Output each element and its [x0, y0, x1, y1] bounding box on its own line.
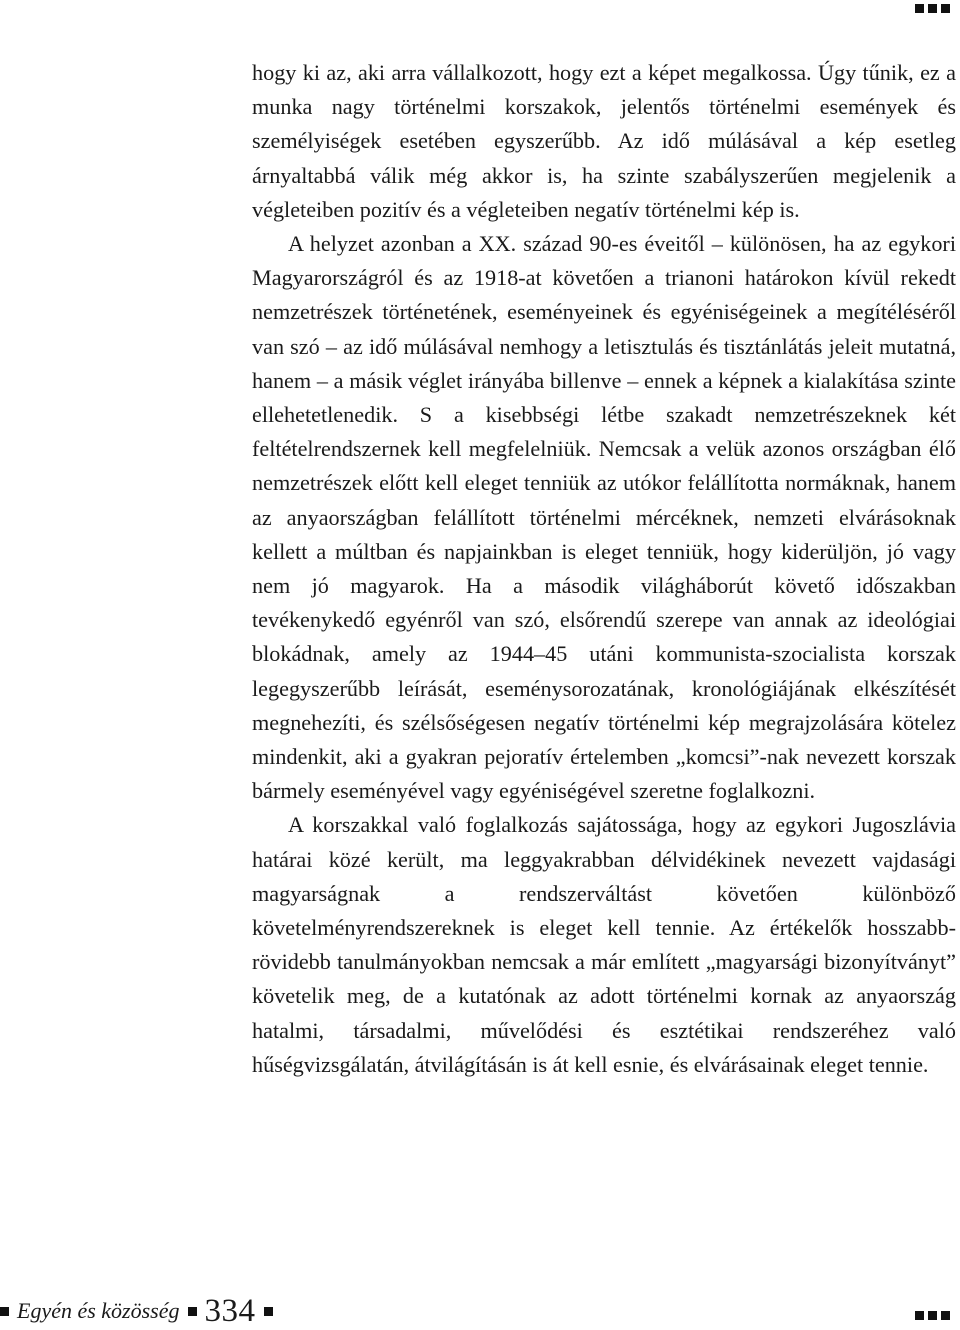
footer-square-icon — [188, 1307, 197, 1316]
corner-ornament-top — [915, 4, 950, 13]
footer-square-icon — [0, 1307, 9, 1316]
ornament-square — [941, 1311, 950, 1320]
page-number: 334 — [204, 1292, 256, 1329]
paragraph-1: hogy ki az, aki arra vállalkozott, hogy ezt a képet megalkossa. Úgy tűnik, ez a munka nagy történelmi korszakok, jelentős történelmi események és személyiségek esetében egyszerűbb. Az idő múlásával a kép esetleg árnyaltabbá válik még akkor is, ha szinte szabályszerűen megjelenik a végleteiben pozitív és a végleteiben negatív történelmi kép is. — [252, 60, 956, 222]
ornament-square — [915, 1311, 924, 1320]
corner-ornament-bottom — [915, 1311, 950, 1320]
ornament-square — [928, 1311, 937, 1320]
footer-square-icon — [264, 1307, 273, 1316]
ornament-square — [915, 4, 924, 13]
page-body — [252, 56, 956, 1082]
paragraph-2: A helyzet azonban a XX. század 90-es éveitől – különösen, ha az egykori Magyarországról és az 1918-at követően a trianoni határokon kívül rekedt nemzetrészek történetének, eseményeinek és egyéniségeinek a megítéléséről van szó – az idő múlásával nemhogy a letisztulás és tisztánlátás jeleit mutatná, hanem – a másik véglet irányába billenve – ennek a képnek a kialakítása szinte ellehetetlenedik. S a kisebbségi létbe szakadt nemzetrészeknek két feltételrendszernek kell megfelelniük. Nemcsak a velük azonos országban élő nemzetrészek előtt kell eleget tenniük az utókor felállította normáknak, hanem az anyaországban felállított történelmi mércéknek, nemzeti elvárásoknak kellett a múltban és napjainkban is eleget tenniük, hogy kiderüljön, jó vagy nem jó magyarok. Ha a második világháborút követő időszakban tevékenykedő egyénről van szó, elsőrendű szerepe van annak az ideológiai blokádnak, amely az 1944–45 utáni kommunista-szocialista korszak legegyszerűbb leírását, eseménysorozatának, kronológiájának elkészítését megnehezíti, és szélsőségesen negatív történelmi kép megrajzolására kötelez mindenkit, aki a gyakran pejoratív értelemben „komcsi”-nak nevezett korszak bármely eseményével vagy egyéniségével szeretne foglalkozni. — [252, 231, 956, 804]
running-title: Egyén és közösség — [17, 1298, 180, 1323]
paragraph-3: A korszakkal való foglalkozás sajátossága, hogy az egykori Jugoszlávia határai közé került, ma leggyakrabban délvidékinek nevezett vajdasági magyarságnak a rendszerváltást követően különböző követelményrendszereknek is eleget kell tennie. Az értékelők hosszabb-rövidebb tanulmányokban nemcsak a már említett „magyarsági bizonyítványt” követelik meg, de a kutatónak az adott történelmi kornak az anyaország hatalmi, társadalmi, művelődési és esztétikai rendszeréhez való hűségvizsgálatán, átvilágításán is át kell esnie, és elvárásainak eleget tennie. — [252, 812, 956, 1077]
page-footer — [0, 1293, 273, 1329]
ornament-square — [928, 4, 937, 13]
ornament-square — [941, 4, 950, 13]
